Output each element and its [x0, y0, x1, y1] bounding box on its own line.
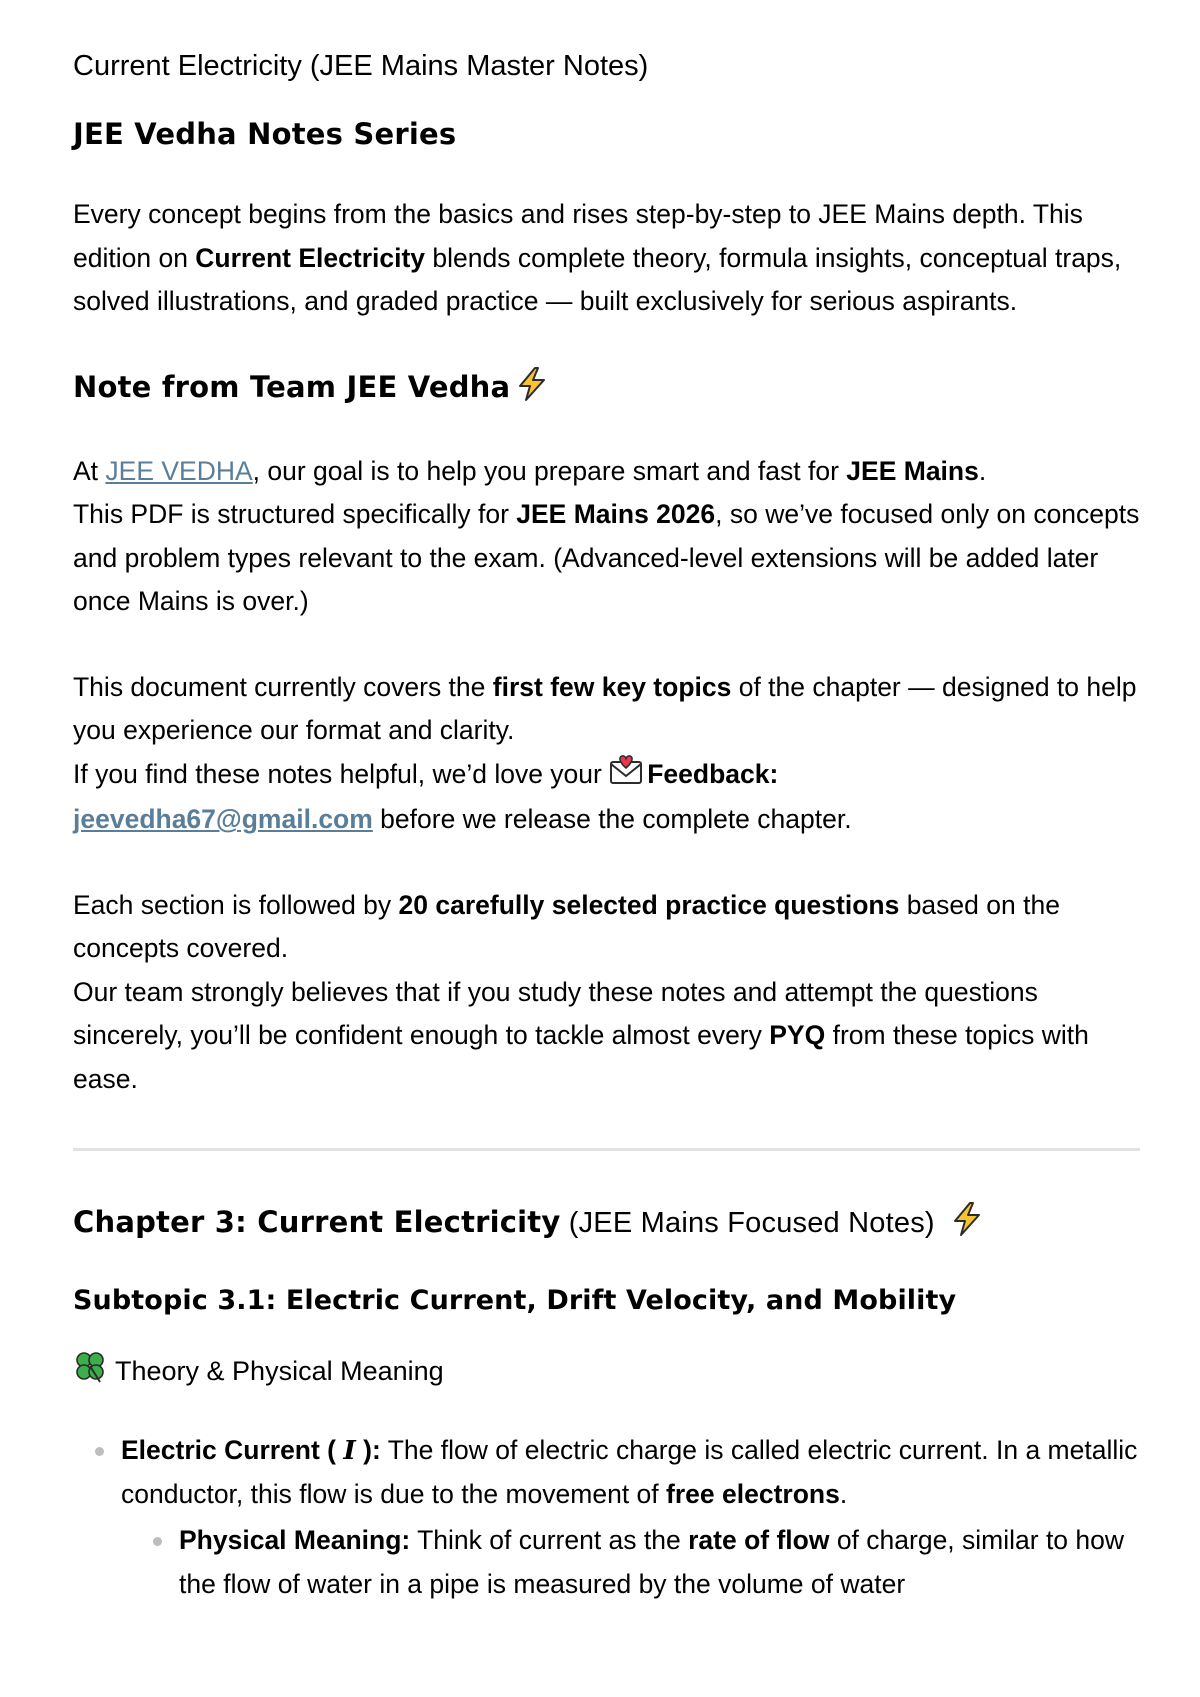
series-heading: JEE Vedha Notes Series: [73, 116, 457, 151]
envelope-heart-icon: [609, 753, 643, 799]
theory-heading: Theory & Physical Meaning: [73, 1350, 1140, 1393]
lightning-icon: [949, 1201, 985, 1247]
lightning-icon: [514, 366, 550, 412]
theory-bullet-list: [73, 1429, 1140, 1606]
intro-paragraph: Every concept begins from the basics and rises step-by-step to JEE Mains depth. This edition on Current Electricity blends complete theory, formula insights, conceptual traps, solved illustrations, and graded practice — built exclusively for serious aspirants.: [73, 199, 1122, 317]
subtopic-heading: Subtopic 3.1: Electric Current, Drift Velocity, and Mobility: [73, 1285, 957, 1316]
note-paragraph-2: This document currently covers the first few key topics of the chapter — designed to help you experience our format and clarity. If you find these notes helpful, we’d love your Feedback: jeevedha67@gmail.com before we release the complete chapter.: [73, 671, 1137, 835]
list-item: Electric Current ( I ): The flow of electric charge is called electric current. In a metallic conductor, this flow is due to the movement of free electrons. Physical Meaning: Think of current as the rate of flow of charge, similar to how the flow of water in a pipe is measured by the volume of water: [73, 1429, 1140, 1606]
clover-icon: [73, 1350, 107, 1393]
document-title: Current Electricity (JEE Mains Master Notes): [73, 50, 649, 82]
jee-vedha-link[interactable]: JEE VEDHA: [105, 455, 253, 486]
nested-bullet-list: [121, 1519, 1140, 1606]
list-item: Physical Meaning: Think of current as the rate of flow of charge, similar to how the flow of water in a pipe is measured by the volume of water: [121, 1519, 1140, 1606]
note-heading: Note from Team JEE Vedha: [73, 366, 1140, 412]
chapter-heading: Chapter 3: Current Electricity (JEE Mains Focused Notes): [73, 1201, 1140, 1247]
note-paragraph-3: Each section is followed by 20 carefully selected practice questions based on the concepts covered. Our team strongly believes that if you study these notes and attempt the questions sincerely, you’ll be confident enough to tackle almost every PYQ from these topics with ease.: [73, 889, 1089, 1094]
feedback-email-link[interactable]: jeevedha67@gmail.com: [73, 804, 373, 835]
note-paragraph-1: At JEE VEDHA, our goal is to help you prepare smart and fast for JEE Mains. This PDF is structured specifically for JEE Mains 2026, so we’ve focused only on concepts and problem types relevant to the exam. (Advanced-level extensions will be added later once Mains is over.): [73, 455, 1140, 617]
section-divider: [73, 1148, 1140, 1151]
document-page: [73, 48, 1140, 1606]
